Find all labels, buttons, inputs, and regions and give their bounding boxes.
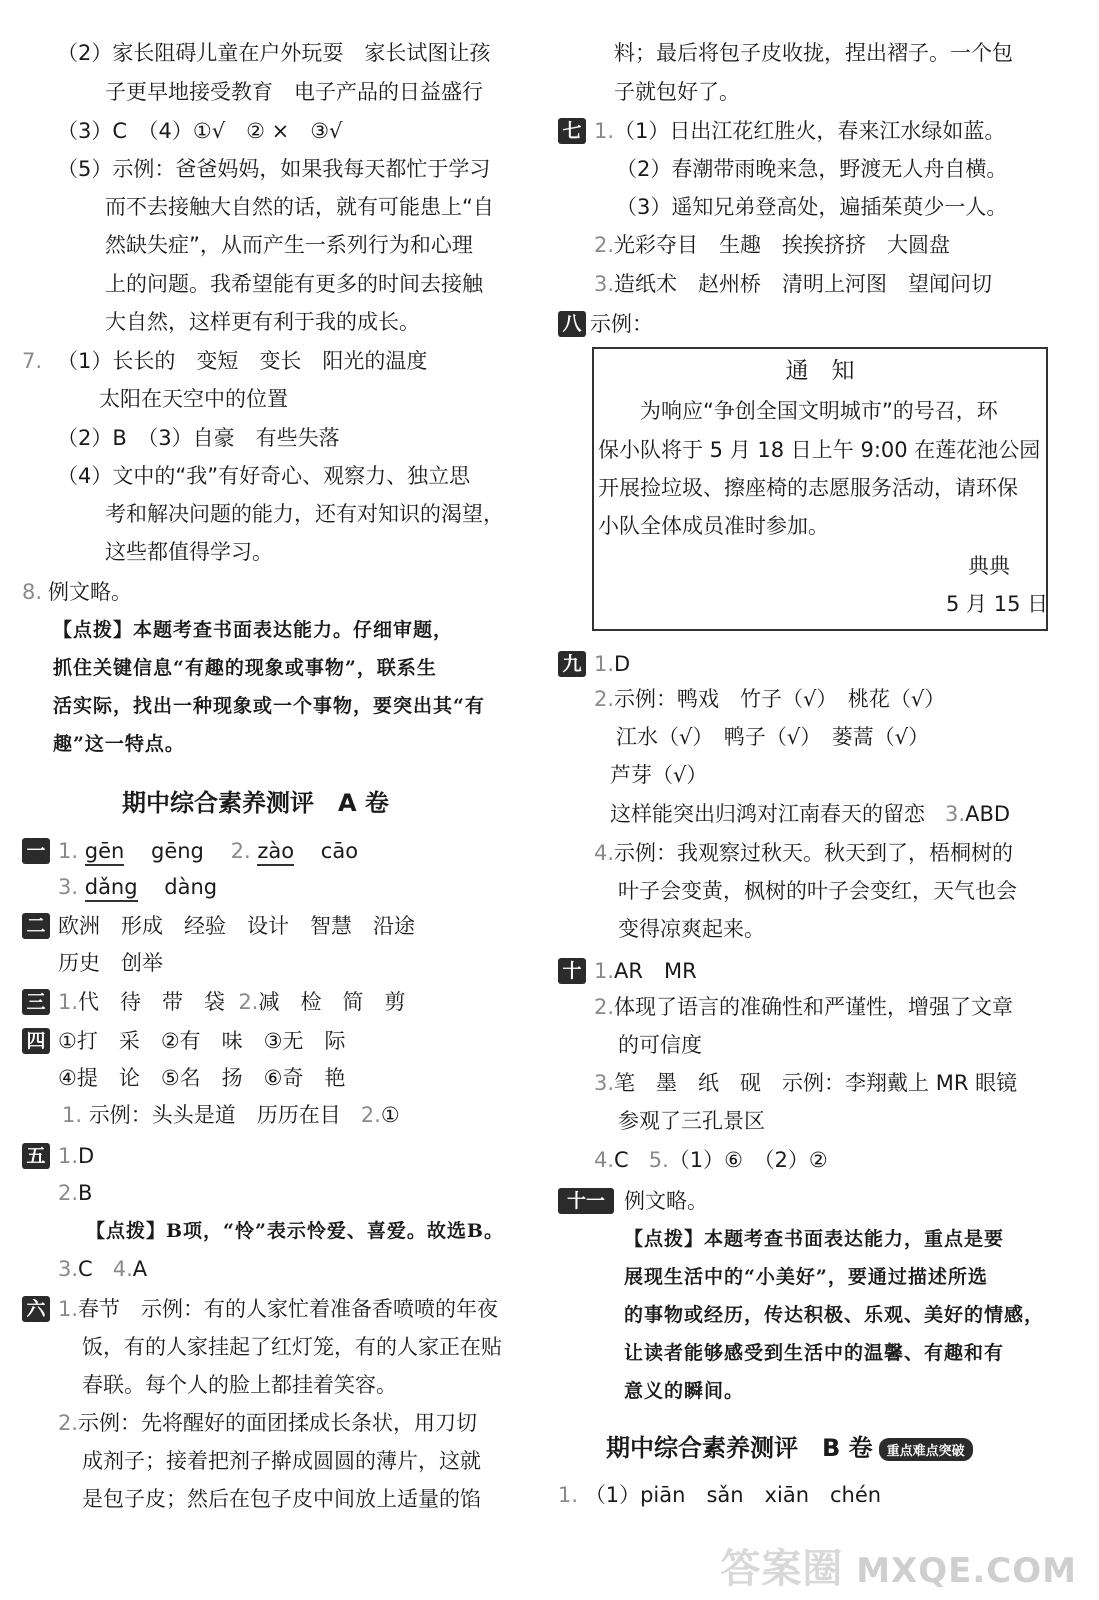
answer-text: （1）⑥ （2）② [668, 1148, 828, 1172]
hint-line: 抓住关键信息“有趣的现象或事物”，联系生 [53, 657, 437, 679]
answer-text: 示例：头头是道 历历在目 [88, 1103, 341, 1127]
answer-line: 子更早地接受教育 电子产品的日益盛行 [105, 80, 483, 104]
answer-line: 大自然，这样更有利于我的成长。 [105, 310, 420, 334]
answer-line: （2）B （3）自豪 有些失落 [57, 426, 340, 450]
question-number: 4. [112, 1257, 133, 1281]
notice-paragraph: 为响应“争创全国文明城市”的号召，环 [640, 399, 998, 423]
question-number: 1. [62, 1103, 83, 1127]
answer-line: 春联。每个人的脸上都挂着笑容。 [82, 1373, 397, 1397]
answer-line: 饭，有的人家挂起了红灯笼，有的人家正在贴 [82, 1335, 502, 1359]
question-number: 5. [648, 1148, 669, 1172]
question-number: 3. [58, 875, 79, 899]
section-badge: 二 [22, 913, 50, 939]
hint-line: 【点拨】本题考查书面表达能力。仔细审题， [53, 619, 454, 641]
answer-line [594, 265, 992, 303]
section-badge: 四 [22, 1028, 50, 1054]
hint-line: 的事物或经历，传达积极、乐观、美好的情感， [624, 1304, 1045, 1326]
answer-line: 成剂子；接着把剂子擀成圆圆的薄片，这就 [82, 1449, 481, 1473]
answer-text: ABD [965, 802, 1011, 826]
answer-line: ①打 采 ②有 味 ③无 际 [58, 1029, 346, 1053]
notice-paragraph: 开展捡垃圾、擦座椅的志愿服务活动，请环保 [598, 476, 1018, 500]
answer-line: 料；最后将包子皮收拢，捏出褶子。一个包 [614, 41, 1013, 65]
notice-date: 5 月 15 日 [946, 592, 1049, 616]
answer-line [594, 226, 950, 264]
title-tag: 重点难点突破 [879, 1438, 973, 1461]
answer-text: 体现了语言的准确性和严谨性，增强了文章 [614, 995, 1014, 1019]
hint-line: 展现生活中的“小美好”，要通过描述所选 [624, 1266, 988, 1288]
answer-line: 变得凉爽起来。 [618, 917, 765, 941]
section-badge: 八 [558, 311, 586, 337]
question-number: 1. [594, 652, 615, 676]
section-badge: 一 [22, 838, 50, 864]
answer-line [58, 1250, 147, 1288]
answer-line: （3）C （4）①√ ② × ③√ [57, 119, 343, 143]
question-number: 4. [594, 841, 615, 865]
answer-line: （5）示例：爸爸妈妈，如果我每天都忙于学习 [57, 157, 491, 181]
answer-text: C [78, 1257, 93, 1281]
question-number: 2. [594, 687, 615, 711]
answer-text: 减 检 简 剪 [258, 990, 406, 1014]
answer-line [594, 988, 1013, 1026]
notice-box [592, 347, 1048, 631]
answer-line [594, 680, 945, 718]
answer-text: 光彩夺目 生趣 挨挨挤挤 大圆盘 [614, 233, 951, 257]
section-badge: 三 [22, 989, 50, 1015]
notice-paragraph: 保小队将于 5 月 18 日上午 9:00 在莲花池公园 [598, 438, 1041, 462]
answer-text: A [132, 1257, 148, 1281]
answer-line: （4）文中的“我”有好奇心、观察力、独立思 [57, 464, 471, 488]
question-number: 1. [594, 119, 615, 143]
question-number: 3. [58, 1257, 79, 1281]
answer-line: 江水（√） 鸭子（√） 蒌蒿（√） [616, 725, 930, 749]
question-number: 3. [594, 272, 615, 296]
pinyin-text: dàng [164, 875, 218, 899]
answer-text: 笔 墨 纸 砚 示例：李翔戴上 MR 眼镜 [614, 1071, 1018, 1095]
hint-line: 趣”这一特点。 [53, 733, 185, 755]
answer-line: 参观了三孔景区 [618, 1109, 765, 1133]
question-number: 2. [594, 233, 615, 257]
question-number: 2. [594, 995, 615, 1019]
answer-text: D [78, 1144, 95, 1168]
watermark-logo: 答案圈 [720, 1546, 844, 1592]
hint-line: 活实际，找出一种现象或一个事物，要突出其“有 [53, 695, 485, 717]
answer-line: 示例： [590, 312, 653, 336]
question-number: 4. [594, 1148, 615, 1172]
answer-text: ① [380, 1103, 400, 1127]
answer-text: C [614, 1148, 629, 1172]
answer-line: 子就包好了。 [614, 80, 740, 104]
answer-line: 考和解决问题的能力，还有对知识的渴望， [105, 502, 504, 526]
answer-line [58, 1174, 92, 1212]
answer-text: 示例：先将醒好的面团揉成长条状，用刀切 [78, 1411, 478, 1435]
question-number: 3. [594, 1071, 615, 1095]
question-number: 7. [22, 349, 43, 373]
question-number: 3. [945, 802, 966, 826]
pinyin-text: gēng [151, 839, 204, 863]
answer-text: B [78, 1181, 93, 1205]
answer-text: 示例：我观察过秋天。秋天到了，梧桐树的 [614, 841, 1014, 865]
answer-line [594, 834, 1013, 872]
answer-line: 例文略。 [624, 1189, 708, 1213]
hint-line: 【点拨】本题考查书面表达能力，重点是要 [624, 1228, 1005, 1250]
answer-line [594, 1064, 1017, 1102]
pinyin-answer: gēn [85, 838, 125, 866]
answer-text: 造纸术 赵州桥 清明上河图 望闻问切 [614, 272, 993, 296]
answer-line: 太阳在天空中的位置 [99, 387, 288, 411]
answer-line: 例文略。 [48, 580, 132, 604]
section-badge: 七 [558, 118, 586, 144]
pinyin-line [58, 832, 358, 870]
section-title-a: 期中综合素养测评 A 卷 [122, 789, 389, 817]
answer-line: 叶子会变黄，枫树的叶子会变红，天气也会 [618, 879, 1017, 903]
hint-line: 意义的瞬间。 [624, 1380, 745, 1402]
section-badge: 五 [22, 1143, 50, 1169]
answer-text: 春节 示例：有的人家忙着准备香喷喷的年夜 [78, 1297, 499, 1321]
answer-line [58, 1404, 477, 1442]
answer-line [58, 1290, 498, 1328]
notice-paragraph: 小队全体成员准时参加。 [598, 514, 829, 538]
answer-text: （1）日出江花红胜火，春来江水绿如蓝。 [614, 119, 1006, 143]
answer-line: （2）家长阻碍儿童在户外玩耍 家长试图让孩 [57, 41, 491, 65]
answer-line [558, 1476, 881, 1514]
answer-line: 芦芽（√） [610, 763, 708, 787]
answer-line: 上的问题。我希望能有更多的时间去接触 [105, 272, 483, 296]
answer-line: ④提 论 ⑤名 扬 ⑥奇 艳 [58, 1066, 346, 1090]
answer-line [594, 112, 1005, 150]
answer-line [58, 1137, 94, 1175]
question-number: 2. [230, 839, 251, 863]
answer-line [594, 952, 697, 990]
answer-line [594, 1141, 828, 1179]
pinyin-text: cāo [320, 839, 359, 863]
question-number: 8. [22, 580, 43, 604]
pinyin-line [58, 868, 217, 906]
question-number: 1. [58, 990, 79, 1014]
question-number: 1. [558, 1483, 579, 1507]
answer-line: 是包子皮；然后在包子皮中间放上适量的馅 [82, 1487, 481, 1511]
watermark [720, 1537, 1077, 1594]
answer-text: 这样能突出归鸿对江南春天的留恋 [610, 802, 925, 826]
notice-signature: 典典 [968, 554, 1010, 578]
question-number: 1. [58, 1297, 79, 1321]
pinyin-answer: zào [257, 838, 294, 866]
section-badge: 十 [558, 958, 586, 984]
answer-line: （2）春潮带雨晚来急，野渡无人舟自横。 [616, 157, 1008, 181]
answer-line: 的可信度 [618, 1033, 702, 1057]
notice-title: 通 知 [785, 358, 855, 384]
question-number: 2. [360, 1103, 381, 1127]
answer-text: 示例：鸭戏 竹子（√） 桃花（√） [614, 687, 946, 711]
question-number: 1. [594, 959, 615, 983]
section-badge: 九 [558, 651, 586, 677]
hint-line: 【点拨】B项，“怜”表示怜爱、喜爱。故选B。 [86, 1220, 504, 1242]
question-number: 1. [58, 839, 79, 863]
answer-line: 欧洲 形成 经验 设计 智慧 沿途 [58, 914, 415, 938]
hint-line: 让读者能够感受到生活中的温馨、有趣和有 [624, 1342, 1005, 1364]
question-number: 2. [58, 1181, 79, 1205]
answer-line: （3）遥知兄弟登高处，遍插茱萸少一人。 [616, 195, 1008, 219]
section-title-b [606, 1428, 973, 1463]
answer-line: （1）长长的 变短 变长 阳光的温度 [57, 349, 428, 373]
answer-line: 这些都值得学习。 [105, 540, 273, 564]
answer-line [594, 645, 630, 683]
watermark-url: MXQE.COM [856, 1551, 1077, 1591]
answer-text: D [614, 652, 631, 676]
answer-line: 历史 创举 [58, 951, 163, 975]
answer-line: 然缺失症”，从而产生一系列行为和心理 [105, 233, 473, 257]
section-title-text: 期中综合素养测评 B 卷 [606, 1434, 873, 1462]
answer-line: 而不去接触大自然的话，就有可能患上“自 [105, 195, 494, 219]
answer-line [610, 795, 1010, 833]
question-number: 1. [58, 1144, 79, 1168]
answer-line [58, 983, 405, 1021]
section-badge: 十一 [558, 1188, 614, 1214]
answer-text: （1）piān sǎn xiān chén [584, 1483, 882, 1507]
question-number: 2. [238, 990, 259, 1014]
section-badge: 六 [22, 1296, 50, 1322]
answer-text: 代 待 带 袋 [78, 990, 226, 1014]
question-number: 2. [58, 1411, 79, 1435]
answer-text: AR MR [614, 959, 697, 983]
pinyin-answer: dǎng [85, 874, 138, 902]
answer-line [62, 1096, 400, 1134]
